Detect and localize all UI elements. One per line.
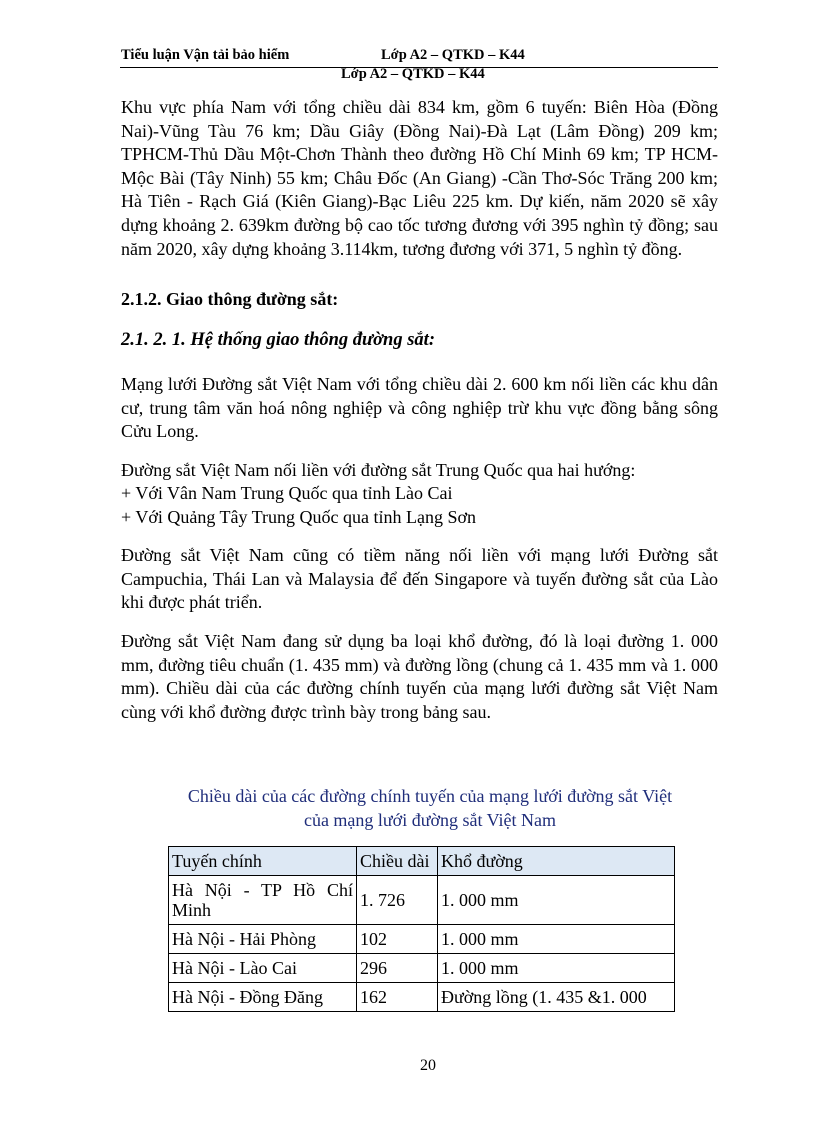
table-row xyxy=(169,954,675,983)
paragraph-network: Mạng lưới Đường sắt Việt Nam với tổng chiều dài 2. 600 km nối liền các khu dân cư, trung tâm văn hoá nông nghiệp và công nghiệp trừ khu vực đồng bằng sông Cửu Long. xyxy=(121,374,718,442)
cell-length: 1. 726 xyxy=(357,876,438,925)
header-left: Tiểu luận Vận tải bảo hiểm xyxy=(121,47,290,63)
cell-length: 162 xyxy=(357,983,438,1012)
table-row xyxy=(169,983,675,1012)
cell-gauge: 1. 000 mm xyxy=(438,954,675,983)
header-right: Lớp A2 – QTKD – K44 xyxy=(381,47,525,63)
paragraph-china-links xyxy=(121,459,718,529)
table-row xyxy=(169,925,675,954)
cell-route: Hà Nội - Lào Cai xyxy=(169,954,357,983)
china-link-guangxi: + Với Quảng Tây Trung Quốc qua tỉnh Lạng Sơn xyxy=(121,506,477,527)
cell-route: Hà Nội - Đồng Đăng xyxy=(169,983,357,1012)
table-caption xyxy=(150,785,710,832)
paragraph-south-region: Khu vực phía Nam với tổng chiều dài 834 km, gồm 6 tuyến: Biên Hòa (Đồng Nai)-Vũng Tàu 76 km; Dầu Giây (Đồng Nai)-Đà Lạt (Lâm Đồng) 209 km; TPHCM-Thủ Dầu Một-Chơn Thành theo đường Hồ Chí Minh 69 km; TP HCM-Mộc Bài (Tây Ninh) 55 km; Châu Đốc (An Giang) -Cần Thơ-Sóc Trăng 200 km; Hà Tiên - Rạch Giá (Kiên Giang)-Bạc Liêu 225 km. Dự kiến, năm 2020 sẽ xây dựng khoảng 2. 639km đường bộ cao tốc tương đương với 395 nghìn tỷ đồng; sau năm 2020, xây dựng khoảng 3.114km, tương đương với 371, 5 nghìn tỷ đồng. xyxy=(121,97,718,259)
subsection-heading: 2.1. 2. 1. Hệ thống giao thông đường sắt: xyxy=(121,330,435,350)
china-link-yunnan: + Với Vân Nam Trung Quốc qua tỉnh Lào Cai xyxy=(121,483,453,504)
column-header-length: Chiều dài xyxy=(357,847,438,876)
column-header-gauge: Khổ đường xyxy=(438,847,675,876)
cell-route: Hà Nội - TP Hồ Chí Minh xyxy=(169,876,357,925)
table-caption-line1: Chiều dài của các đường chính tuyến của mạng lưới đường sắt Việt xyxy=(187,786,673,806)
header-sub: Lớp A2 – QTKD – K44 xyxy=(341,66,485,82)
table-caption-line2: của mạng lưới đường sắt Việt Nam xyxy=(303,809,557,830)
cell-length: 102 xyxy=(357,925,438,954)
cell-gauge: 1. 000 mm xyxy=(438,925,675,954)
cell-gauge: Đường lồng (1. 435 &1. 000 xyxy=(438,983,675,1012)
paragraph-gauges: Đường sắt Việt Nam đang sử dụng ba loại khổ đường, đó là loại đường 1. 000 mm, đường tiêu chuẩn (1. 435 mm) và đường lồng (chung cả 1. 435 mm và 1. 000 mm). Chiều dài của các đường chính tuyến của mạng lưới đường sắt Việt Nam cùng với khổ đường được trình bày trong bảng sau. xyxy=(121,631,718,722)
cell-length: 296 xyxy=(357,954,438,983)
cell-route: Hà Nội - Hải Phòng xyxy=(169,925,357,954)
table-header-row xyxy=(169,847,675,876)
table-row xyxy=(169,876,675,925)
page-number: 20 xyxy=(420,1057,436,1074)
section-heading: 2.1.2. Giao thông đường sắt: xyxy=(121,289,339,309)
column-header-route: Tuyến chính xyxy=(169,847,357,876)
railway-lines-table xyxy=(168,846,675,1012)
cell-gauge: 1. 000 mm xyxy=(438,876,675,925)
china-links-intro: Đường sắt Việt Nam nối liền với đường sắt Trung Quốc qua hai hướng: xyxy=(121,460,636,480)
paragraph-regional-potential: Đường sắt Việt Nam cũng có tiềm năng nối liền với mạng lưới Đường sắt Campuchia, Thái Lan và Malaysia để đến Singapore và tuyến đường sắt của Lào khi được phát triển. xyxy=(121,545,718,613)
